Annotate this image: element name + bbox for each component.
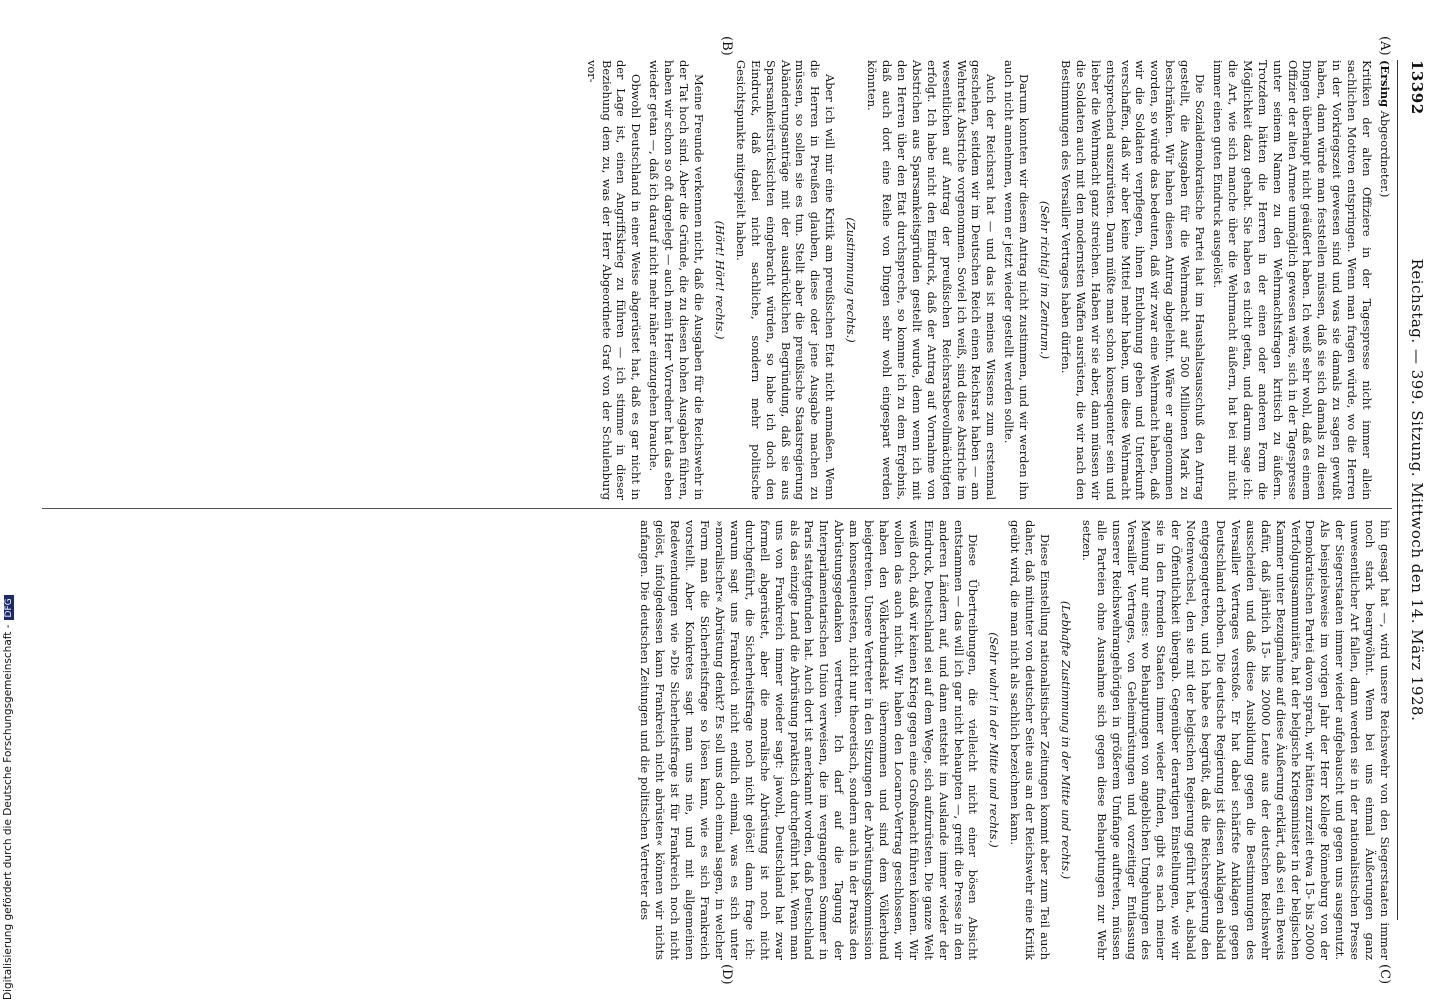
page-title: Reichstag. — 399. Sitzung. Mittwoch den 14. März 1928.: [1408, 258, 1426, 722]
right-column: [635, 520, 1392, 960]
applause-note: (Sehr wahr! in der Mitte und rechts.): [987, 632, 1002, 848]
column-divider: [42, 508, 1392, 509]
paragraph: Diese Übertreibungen, die vielleicht nicht einer bösen Absicht entstammen — das will ich gar nicht behaupten —, greift die Presse in den anderen Ländern auf, und dann entsteht im Auslande immer wieder der Eindruck, Deutschland sei auf dem Wege, sich aufzurüsten. Die ganze Welt weiß doch, daß wir keinen Krieg gegen eine Großmacht führen können. Wir wollen das auch nicht. Wir haben den Locarno-Vertrag geschlossen, wir haben den Völkerbundsakt übernommen und sind dem Völkerbund beigetreten. Unsere Vertreter in den Sitzungen der Abrüstungskommission am konsequentesten, nicht nur theoretisch, sondern auch in der Praxis den Abrüstungsgedanken vertreten. Ich darf auf die Tagung der Interparlamentarischen Union verweisen, die im vergangenen Sommer in Paris stattgefunden hat. Auch dort ist anerkannt worden, daß Deutschland als das einzige Land die Abrüstung praktisch durchgeführt hat. Wenn man uns von Frankreich immer wieder sagt: jawohl, Deutschland hat zwar formell abgerüstet, aber die moralische Abrüstung ist noch nicht durchgeführt, die Sicherheitsfrage noch nicht gelöst! dann frage ich: warum sagt uns Frankreich nicht endlich einmal, was es sich unter »moralischer« Abrüstung denkt? Es soll uns doch einmal sagen, in welcher Form man die Sicherheitsfrage so lösen kann, wie es sich Frankreich vorstellt. Aber Konkretes sagt man uns nie, und mit allgemeinen Redewendungen wie »Die Sicherheitsfrage ist für Frankreich noch nicht gelöst, infolgedessen kann Frankreich nicht abrüsten« können wir nichts anfangen. Die deutschen Zeitungen und die politischen Vertreter des: [638, 520, 981, 960]
paragraph: Obwohl Deutschland in einer Weise abgerüstet hat, daß es gar nicht in der Lage ist, einen Angriffskrieg zu führen — ich stimme in dieser Beziehung dem zu, was der Herr Abgeordnete Graf von der Schulenburg vor-: [584, 60, 644, 500]
paragraph: Kritiken der alten Offiziere in der Tagespresse nicht immer allein sachlichen Motiven entspringen. Wenn man fragen würde, wo die Herren in der Vorkriegszeit gewesen sind und was sie damals zu sagen gewußt haben, dann würde man feststellen müssen, daß sie sich damals zu diesen Dingen überhaupt nicht geäußert haben. Ich weiß sehr wohl, daß es einem Offizier der alten Armee unmöglich gewesen wäre, sich in der Tagespresse unter seinem Namen zu den Wehrmachtsfragen kritisch zu äußern. Trotzdem hätten die Herren in der einen oder anderen Form die Möglichkeit dazu gehabt. Sie haben es nicht getan, und darum sage ich: die Art, wie sich manche über die Wehrmacht äußern, hat bei mir nicht immer einen guten Eindruck ausgelöst.: [1211, 60, 1375, 500]
margin-mark-b: (B): [719, 36, 734, 56]
paragraph: Aber ich will mir eine Kritik am preußischen Etat nicht anmaßen. Wenn die Herren in Preußen glauben, diese oder jene Ausgabe machen zu müssen, so sollen sie es tun. Stellt aber die preußische Staatsregierung Abänderungsanträge mit der ausdrücklichen Begründung, daß sie aus Sparsamkeitsrücksichten eingebracht würden, so habe ich doch den Eindruck, daß dabei nicht sachliche, sondern mehr politische Gesichtspunkte mitgespielt haben.: [733, 60, 838, 500]
running-header: [1400, 60, 1426, 920]
margin-mark-a: (A): [1377, 36, 1392, 56]
left-column: [581, 60, 1392, 500]
paragraph: hin gesagt hat —, wird unsere Reichswehr von den Siegerstaaten immer noch stark beargwöhnt. Wenn bei uns einmal Äußerungen ganz unwesentlicher Art fallen, dann werden sie in der nationalistischen Presse der Siegerstaaten immer wieder aufgebauscht und gegen uns ausgenutzt. Als beispielsweise im vorigen Jahr der Herr Kollege Rönneburg von der Demokratischen Partei davon sprach, wir hätten zurzeit etwa 15- bis 20000 Verfolgungsammunitäre, hat der belgische Kriegsminister in der belgischen Kammer unter Bezugnahme auf diese Äußerung erklärt, daß sei ein Beweis dafür, daß jährlich 15- bis 20000 Leute aus der deutschen Reichswehr ausscheiden und daß diese Ausbildung gegen die Bestimmungen des Versailler Vertrages verstoße. Er hat dabei schärfste Anklagen gegen Deutschland erhoben. Die deutsche Regierung ist diesen Anklagen alsbald entgegengetreten, und ich habe es begrüßt, daß die Reichsregierung den Notenwechsel, den sie mit der belgischen Regierung geführt hat, alsbald der Öffentlichkeit übergab. Gegenüber derartigen Einstellungen, wie wir sie in den fremden Staaten immer wieder finden, gibt es nach meiner Meinung nur eines: wo Behauptungen von angeblichen Umgehungen des Versailler Vertrages, von Geheimrüstungen und vorzeitiger Entlassung unserer Reichswehrangehörigen in größerem Umfange auftreten, müssen alle Parteien ohne Ausnahme sich gegen diese Behauptungen zur Wehr setzen.: [1079, 520, 1392, 960]
speaker-name: (Ersing: [1378, 60, 1392, 108]
speaker-line: [1377, 60, 1392, 500]
margin-mark-d: (D): [719, 964, 734, 985]
dfg-logo: DFG: [4, 595, 14, 620]
applause-note: (Hört! Hört! rechts.): [712, 220, 727, 340]
header-rule: [1397, 60, 1398, 920]
paragraph: Auch der Reichsrat hat — und das ist meines Wissens zum erstenmal geschehen, seitdem wir im Deutschen Reich einen Reichsrat haben — am Wehretat Abstriche vorgenommen. Soviel ich weiß, sind diese Abstriche im wesentlichen auf Antrag der preußischen Reichsratsbevollmächtigten erfolgt. Ich habe nicht den Eindruck, daß der Antrag auf Vornahme von Abstrichen aus Sparsamkeitsgründen gestellt wurde, denn wenn ich mit den Herren über den Etat durchspreche, so komme ich zu dem Ergebnis, daß auch dort eine Reihe von Dingen sehr wohl eingespart werden könnten.: [865, 60, 999, 500]
credit-text: Digitalisierung gefördert durch die Deutsche Forschungsgemeinschaft -: [2, 624, 14, 1000]
applause-note: (Lebhafte Zustimmung in der Mitte und rechts.): [1058, 600, 1073, 880]
page-number: 13392: [1408, 60, 1426, 115]
paragraph: Darum konnten wir diesem Antrag nicht zustimmen, und wir werden ihn auch nicht annehmen, wenn er jetzt wieder gestellt werden sollte.: [1002, 60, 1032, 500]
side-credit: [2, 0, 16, 1000]
paragraph: Diese Einstellung nationalistischer Zeitungen kommt aber zum Teil auch daher, daß mitunter von deutscher Seite aus an der Reichswehr eine Kritik geübt wird, die man nicht als sachlich bezeichnen kann.: [1008, 520, 1053, 960]
applause-note: (Zustimmung rechts.): [844, 217, 859, 343]
speaker-role: Abgeordneter.): [1378, 110, 1392, 198]
paragraph: Die Sozialdemokratische Partei hat im Haushaltsausschuß den Antrag gestellt, die Ausgaben für die Wehrmacht auf 500 Millionen Mark zu beschränken. Wir haben diesen Antrag abgelehnt. Wäre er angenommen worden, so würde das bedeuten, daß wir zwar eine Wehrmacht haben, daß wir die Soldaten verpflegen, ihnen Entlohnung geben und Unterkunft verschaffen, daß wir aber keine Mittel mehr haben, um diese Wehrmacht entsprechend auszurüsten. Dann müßte man schon konsequenter sein und lieber die Wehrmacht ganz streichen. Haben wir sie aber, dann müssen wir die Soldaten auch mit den modernsten Waffen ausrüsten, die wir nach den Bestimmungen des Versailler Vertrages haben dürfen.: [1058, 60, 1208, 500]
margin-mark-c: (C): [1377, 964, 1392, 985]
paragraph: Meine Freunde verkennen nicht, daß die Ausgaben für die Reichswehr in der Tat hoch sind. Aber die Gründe, die zu diesen hohen Ausgaben führen, haben wir schon so oft dargelegt — auch mein Herr Vorredner hat das eben wieder getan —, daß ich darauf nicht mehr näher einzugehen brauche.: [647, 60, 707, 500]
applause-note: (Sehr richtig! im Zentrum.): [1038, 200, 1053, 360]
